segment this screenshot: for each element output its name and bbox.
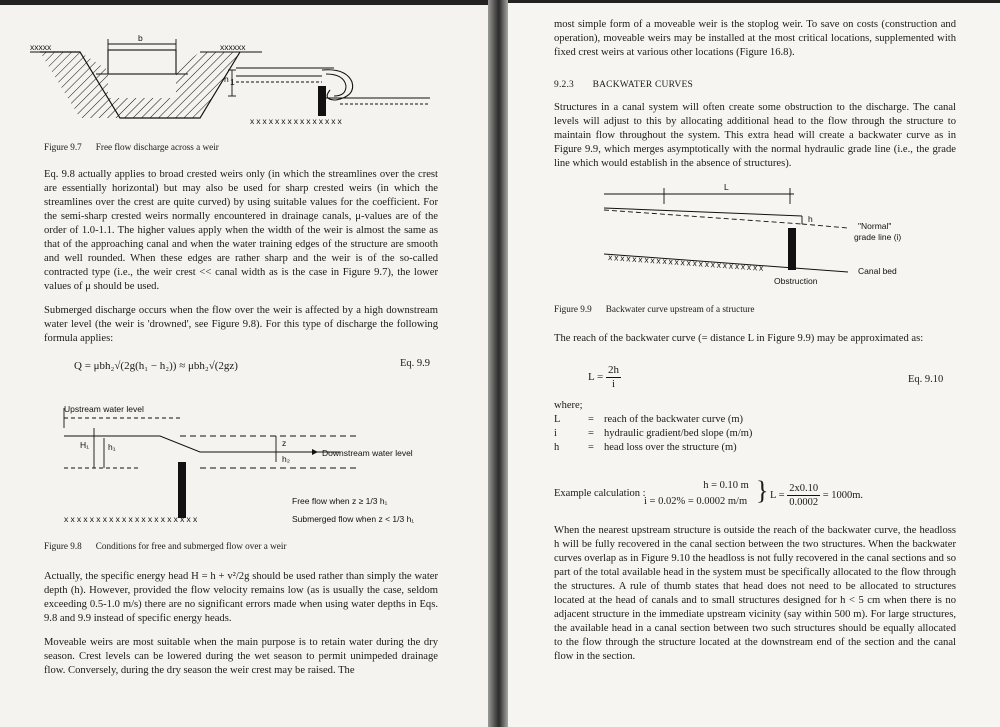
svg-text:xxxxxx: xxxxxx [220,42,246,52]
bed-hatch: xxxxxxxxxxxxxxxxxxxxx [64,514,200,524]
label-upstream-water-level: Upstream water level [64,404,144,414]
figure-9-8 [0,398,488,528]
svg-text:H₁: H₁ [80,440,90,450]
paragraph-stoplog-weir: most simple form of a moveable weir is the stoplog weir. To save on costs (construction and operation), moveable weirs may be installed at the most critical locations, supplemented with fixed crest weirs at various other locations (Figure 16.8). [554,19,956,58]
svg-text:Free flow when z ≥ 1/3 h₁: Free flow when z ≥ 1/3 h₁ [292,496,388,506]
svg-text:h₂: h₂ [282,454,291,464]
example-equation: L = $\frac{2x0.10}{0.0002}$ = 1000m. [770,483,864,508]
figure-9-9-caption: Figure 9.9 Backwater curve upstream of a structure [554,304,755,314]
label-h1: h [224,74,229,84]
equation-9-10-number: Eq. 9.10 [908,374,944,385]
equation-9-9-number: Eq. 9.9 [400,358,431,369]
equation-9-10: L = $\frac{2h}{i}$ [588,364,620,390]
section-title: BACKWATER CURVES [592,80,693,90]
left-page [0,0,488,727]
paragraph-moveable-weirs: Moveable weirs are most suitable when the main purpose is to retain water during the dry season. Crest levels can be lowered during the wet season to permit unimpeded drainage flow. Conversely, during the dry season the weir crest may be raised. The [44,637,438,676]
figure-9-9 [508,180,1000,290]
example-h: h = 0.10 m [703,480,749,491]
figure-9-8-caption: Figure 9.8 Conditions for free and submerged flow over a weir [44,541,287,551]
obstruction-block [788,228,796,270]
where-row-h: h = head loss over the structure (m) [554,442,737,453]
section-number: 9.2.3 [554,80,574,90]
label-obstruction: Obstruction [774,276,818,286]
paragraph-reach: The reach of the backwater curve (= distance L in Figure 9.9) may be approximated as: [554,333,924,344]
svg-text:Canal bed: Canal bed [858,266,897,276]
running-header-rule [508,0,1000,3]
svg-text:grade line (i): grade line (i) [854,232,902,242]
example-brace: } [756,476,769,505]
section-heading [554,80,693,90]
submerged-weir-plate [178,462,186,518]
book-gutter [488,0,508,727]
svg-text:h₁: h₁ [108,442,116,452]
figure-9-7-caption: Figure 9.7 Free flow discharge across a weir [44,142,219,152]
equation-9-9: Q = μbh₂√(2g(h₁ − h₂)) ≈ μbh₂√(2gz) [74,360,238,372]
bed-hatch: xxxxxxxxxxxxxxxxxxxxxxxxxx [607,252,766,273]
svg-text:Submerged flow when z < 1/3 h₁: Submerged flow when z < 1/3 h₁ [292,514,415,524]
where-row-L: L = reach of the backwater curve (m) [554,414,744,425]
svg-text:z: z [282,438,287,448]
paragraph-weir-coefficients: Eq. 9.8 actually applies to broad crested weirs only (in which the streamlines over the crest are essentially horizontal) but may also be used for sharp crested weirs (in which the streamlines over the crest are quite curved) by using suitable values for the coefficient. For the semi-sharp crested weirs normally encountered in drainage canals, μ-values are of the order of 1.0-1.1. The higher values apply when the width of the weir is almost the same as that of the approaching canal and when the water training edges of the structure are smooth and well rounded. When these edges are rather sharp and the weir is of the so-called contracted type (i.e., the weir crest << canal width as is the case in Figure 9.7), the lower values of μ should be used. [44,169,438,292]
figure-9-7 [0,30,488,135]
paragraph-headloss-allocation: When the nearest upstream structure is outside the reach of the backwater curve, the headloss h will be fully recovered in the canal section between the two structures. When the backwater curves overlap as in Figure 9.10 the headloss is not fully recovered in the canal sections and so part of the total available head in the system must be specifically allocated to the flow through the structures. A rule of thumb states that head does not need to be allocated to structures located at the head of canals and to small structures designed for h < 5 cm when there is no adjacent structure in the immediate upstream vicinity (say within 500 m). For large structures, the available head in a canal section between two such structures should be equally allocated to the flow through the structure located at the downstream end of the section and the canal flow in the section. [554,525,956,662]
paragraph-specific-energy-head: Actually, the specific energy head H = h + v²/2g should be used rather than simply the water depth (h). However, provided the flow velocity remains low (as is usually the case, seldom exceeding 0.5-1.0 m/s) there are no significant errors made when using water depths in Eqs. 9.8 and 9.9 instead of specific energy heads. [44,571,438,624]
example-label: Example calculation : [554,488,646,499]
paragraph-submerged-discharge: Submerged discharge occurs when the flow over the weir is affected by a high downstream water level (the weir is 'drowned', see Figure 9.8). For this type of discharge the following formula applies: [44,305,438,344]
example-i: i = 0.02% = 0.0002 m/m [644,496,748,507]
weir-opening [108,50,176,74]
label-downstream-water-level: Downstream water level [322,448,413,458]
running-header-rule [0,0,488,5]
svg-text:xxxxx: xxxxx [30,42,52,52]
svg-text:1: 1 [230,77,235,87]
label-L: L [724,182,729,192]
bed-hatch: xxxxxxxxxxxxxxx [250,116,344,126]
where-row-i: i = hydraulic gradient/bed slope (m/m) [554,428,753,439]
paragraph-backwater: Structures in a canal system will often create some obstruction to the discharge. The canal levels will adjust to this by allocating additional head to the flow through the structure to maintain flow throughout the system. This extra head will create a backwater curve as in Figure 9.9, which merges asymptotically with the normal hydraulic grade line (i.e., the grade line which would establish in the absence of structures). [554,102,956,169]
right-page [508,0,1000,727]
where-label: where; [554,400,583,411]
label-b: b [138,33,143,43]
weir-plate [318,86,326,116]
svg-text:"Normal": "Normal" [858,221,892,231]
svg-text:h: h [808,214,813,224]
